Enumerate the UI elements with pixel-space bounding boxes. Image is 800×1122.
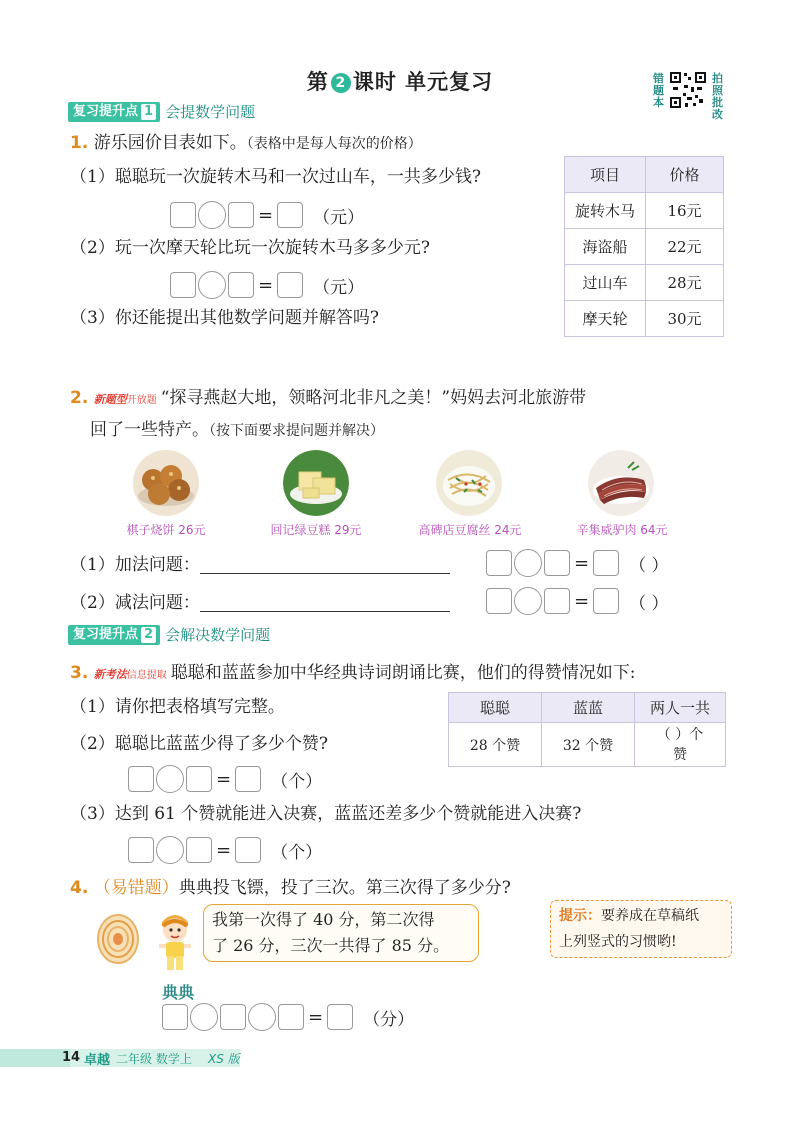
footer — [0, 1046, 320, 1070]
food-caption: 棋子烧饼 26元 — [126, 523, 206, 537]
dartboard-icon — [96, 913, 140, 965]
table-cell: 海盗船 — [565, 229, 646, 265]
q1-number: 1. — [70, 133, 89, 153]
q1-sub2-unit: （元） — [313, 277, 365, 298]
answer-box[interactable] — [235, 837, 261, 863]
section-1-tag — [68, 102, 160, 122]
answer-box[interactable] — [327, 1004, 353, 1030]
answer-box[interactable] — [186, 837, 212, 863]
answer-box[interactable] — [220, 1004, 246, 1030]
qr-code-icon[interactable] — [669, 71, 707, 109]
answer-box[interactable] — [278, 1004, 304, 1030]
equals-sign: = — [574, 552, 590, 574]
q4-equation — [162, 1003, 414, 1031]
food-caption: 辛集威驴肉 64元 — [576, 523, 668, 537]
table-cell: 32 个赞 — [542, 723, 635, 767]
table-cell: 30元 — [646, 301, 724, 337]
equals-sign: = — [216, 768, 232, 790]
q2-stem-line2 — [90, 419, 384, 442]
q4-text: 典典投飞镖，投了三次。第三次得了多少分? — [178, 878, 511, 898]
section-1-num: 1 — [141, 104, 156, 120]
price-table-header-price: 价格 — [646, 157, 724, 193]
q3-number: 3. — [70, 663, 89, 683]
section-2-tag — [68, 625, 160, 645]
q2-stem-line1 — [70, 387, 586, 412]
answer-box[interactable] — [162, 1004, 188, 1030]
likes-table — [448, 692, 726, 767]
page-number: 14 — [62, 1050, 81, 1065]
q1-text: 游乐园价目表如下。 — [93, 133, 247, 153]
answer-box[interactable] — [170, 202, 196, 228]
likes-table-header-congcong: 聪聪 — [449, 693, 542, 723]
answer-box[interactable] — [593, 588, 619, 614]
unit-paren[interactable]: （ ） — [629, 593, 669, 614]
q2-sub1 — [70, 554, 450, 576]
q3-stem — [70, 662, 635, 687]
q3-sub2-equation — [128, 765, 322, 793]
answer-box[interactable] — [544, 550, 570, 576]
food-image-shaobing — [133, 450, 199, 516]
price-table-header — [565, 157, 724, 193]
brand-logo: 卓越 — [84, 1053, 111, 1068]
answer-box[interactable] — [228, 202, 254, 228]
bubble-line2: 了 26 分，三次一共得了 85 分。 — [212, 936, 450, 955]
bubble-line1: 我第一次得了 40 分，第二次得 — [212, 910, 435, 929]
new-method-badge: 新考法 — [93, 668, 127, 681]
answer-box[interactable] — [186, 766, 212, 792]
hint-line1: 要养成在草稿纸 — [601, 908, 699, 924]
title-prefix: 第 — [306, 70, 329, 94]
table-cell: 28元 — [646, 265, 724, 301]
answer-line[interactable] — [200, 595, 450, 612]
child-character-icon — [150, 906, 200, 976]
q4-unit: （分） — [363, 1009, 415, 1030]
q2-number: 2. — [70, 388, 89, 408]
q3-sub3-equation — [128, 836, 322, 864]
q1-stem — [70, 132, 422, 155]
title-suffix: 课时 单元复习 — [352, 70, 494, 94]
answer-box[interactable] — [593, 550, 619, 576]
q1-sub1-unit: （元） — [313, 207, 365, 228]
q3-sub1: （1）请你把表格填写完整。 — [70, 697, 285, 717]
equals-sign: = — [258, 274, 274, 296]
section-1-title: 会提数学问题 — [165, 103, 256, 121]
answer-box[interactable] — [486, 588, 512, 614]
section-2-tag-text: 复习提升点 — [73, 627, 139, 642]
q1-sub3: （3）你还能提出其他数学问题并解答吗? — [70, 308, 379, 328]
new-type-badge: 新题型 — [93, 393, 127, 406]
q2-sub1-equation — [486, 549, 669, 577]
equals-sign: = — [258, 204, 274, 226]
section-1-tag-text: 复习提升点 — [73, 104, 139, 119]
q3-sub2-unit: （个） — [271, 771, 323, 792]
likes-table-header-total: 两人一共 — [635, 693, 726, 723]
q1-sub1: （1）聪聪玩一次旋转木马和一次过山车，一共多少钱? — [70, 167, 481, 187]
section-1-header — [68, 102, 255, 122]
table-cell: 28 个赞 — [449, 723, 542, 767]
error-prone-tag: （易错题） — [93, 878, 179, 898]
q2-sub2-equation — [486, 587, 669, 615]
table-cell: 旋转木马 — [565, 193, 646, 229]
character-name: 典典 — [162, 983, 195, 1002]
answer-box[interactable] — [128, 766, 154, 792]
operator-circle[interactable] — [514, 549, 542, 577]
table-cell: 22元 — [646, 229, 724, 265]
section-2-title: 会解决数学问题 — [165, 626, 271, 644]
table-row — [565, 301, 724, 337]
answer-line[interactable] — [200, 557, 450, 574]
open-question-badge: 开放题 — [126, 395, 157, 406]
q1-note: （表格中是每人每次的价格） — [246, 136, 422, 152]
q4-number: 4. — [70, 878, 89, 898]
operator-circle[interactable] — [190, 1003, 218, 1031]
answer-box[interactable] — [277, 202, 303, 228]
answer-box[interactable] — [277, 272, 303, 298]
hint-box — [550, 900, 732, 958]
qr-right-label: 拍照批改 — [712, 72, 723, 121]
answer-box[interactable] — [170, 272, 196, 298]
food-image-doufusi — [436, 450, 502, 516]
total-likes-cell[interactable] — [635, 723, 726, 767]
q2-sub2 — [70, 592, 450, 614]
operator-circle[interactable] — [156, 836, 184, 864]
food-image-lvrou — [588, 450, 654, 516]
total-likes-blank[interactable]: （ ）个 — [656, 726, 704, 743]
answer-box[interactable] — [486, 550, 512, 576]
qr-left-label: 错题本 — [653, 72, 664, 109]
q1-sub2: （2）玩一次摩天轮比玩一次旋转木马多多少元? — [70, 238, 430, 258]
q1-sub1-equation — [170, 201, 364, 229]
equals-sign: = — [308, 1006, 324, 1028]
unit-paren[interactable]: （ ） — [629, 555, 669, 576]
table-cell: 16元 — [646, 193, 724, 229]
table-cell: 过山车 — [565, 265, 646, 301]
q3-sub2: （2）聪聪比蓝蓝少得了多少个赞? — [70, 734, 328, 754]
likes-table-header-lanlan: 蓝蓝 — [542, 693, 635, 723]
answer-box[interactable] — [228, 272, 254, 298]
food-caption: 回记绿豆糕 29元 — [270, 523, 362, 537]
operator-circle[interactable] — [156, 765, 184, 793]
speech-bubble — [203, 904, 479, 962]
table-row — [565, 265, 724, 301]
equals-sign: = — [574, 590, 590, 612]
table-row — [449, 723, 726, 767]
operator-circle[interactable] — [198, 201, 226, 229]
table-row — [565, 229, 724, 265]
section-2-header — [68, 625, 270, 645]
food-image-lvdougao — [283, 450, 349, 516]
operator-circle[interactable] — [514, 587, 542, 615]
lesson-number-badge: 2 — [331, 73, 351, 93]
q2-text-line2: 回了一些特产。 — [90, 420, 209, 440]
answer-box[interactable] — [128, 837, 154, 863]
q1-sub2-equation — [170, 271, 364, 299]
price-table-header-item: 项目 — [565, 157, 646, 193]
q2-sub1-label: （1）加法问题： — [70, 555, 200, 575]
table-row — [565, 193, 724, 229]
section-2-num: 2 — [141, 627, 156, 643]
q3-text: 聪聪和蓝蓝参加中华经典诗词朗诵比赛，他们的得赞情况如下: — [170, 663, 636, 683]
info-extract-badge: 信息提取 — [126, 670, 167, 681]
operator-circle[interactable] — [198, 271, 226, 299]
hint-line2: 上列竖式的习惯哟! — [559, 934, 677, 950]
q3-sub3: （3）达到 61 个赞就能进入决赛，蓝蓝还差多少个赞就能进入决赛? — [70, 804, 582, 824]
operator-circle[interactable] — [248, 1003, 276, 1031]
footer-grade: 二年级 数学上 — [116, 1052, 192, 1066]
equals-sign: = — [216, 839, 232, 861]
q3-sub3-unit: （个） — [271, 842, 323, 863]
table-cell: 摩天轮 — [565, 301, 646, 337]
q2-note: （按下面要求提问题并解决） — [209, 423, 384, 439]
food-caption: 高碑店豆腐丝 24元 — [418, 523, 522, 537]
footer-edition: XS 版 — [208, 1052, 240, 1066]
q2-sub2-label: （2）减法问题： — [70, 593, 200, 613]
hint-label: 提示： — [559, 908, 601, 924]
likes-table-header — [449, 693, 726, 723]
price-table — [564, 156, 724, 337]
total-likes-unit: 赞 — [673, 746, 687, 763]
q4-stem — [70, 877, 511, 899]
answer-box[interactable] — [544, 588, 570, 614]
q2-text-line1: “探寻燕赵大地，领略河北非凡之美！”妈妈去河北旅游带 — [160, 388, 587, 408]
answer-box[interactable] — [235, 766, 261, 792]
